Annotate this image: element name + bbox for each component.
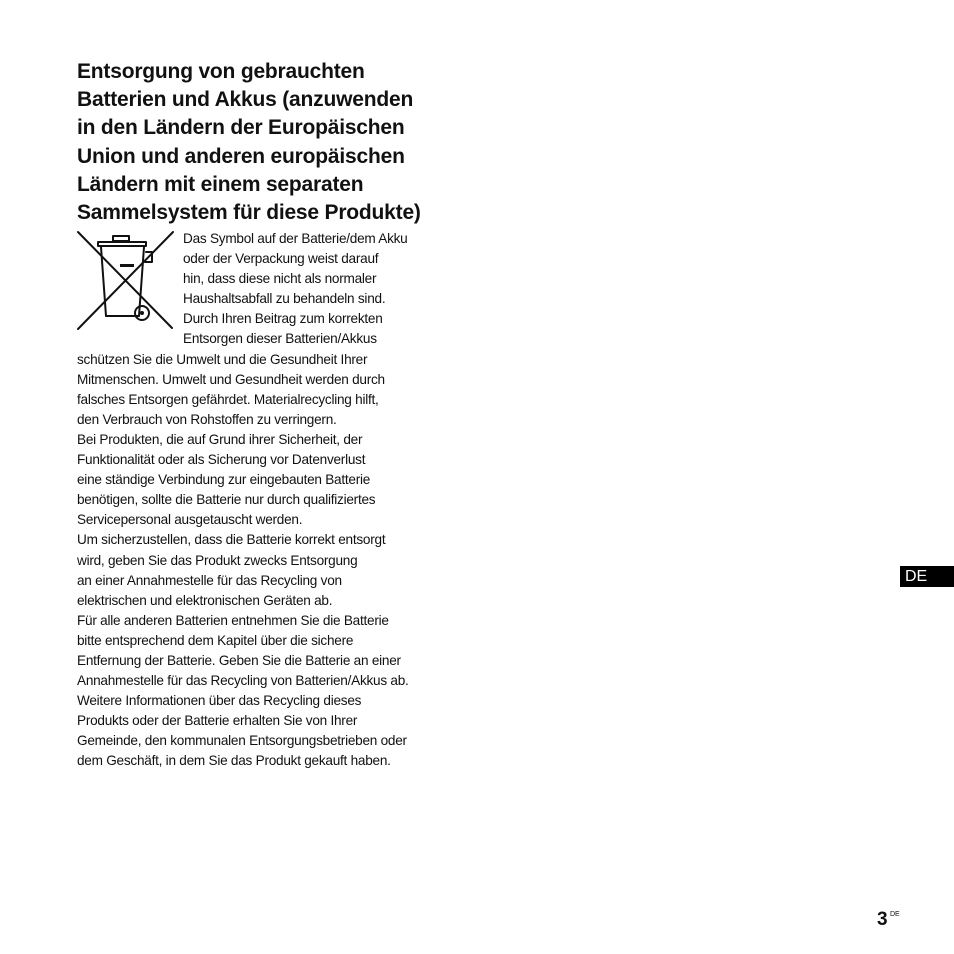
body-line: Entsorgen dieser Batterien/Akkus	[183, 331, 377, 347]
body-line: bitte entsprechend dem Kapitel über die sichere	[77, 632, 354, 648]
body-line: Entfernung der Batterie. Geben Sie die Batterie an einer	[77, 652, 401, 668]
heading-line: Entsorgung von gebrauchten	[77, 60, 365, 83]
body-line: wird, geben Sie das Produkt zwecks Entsorgung	[77, 552, 358, 568]
body-line: Um sicherzustellen, dass die Batterie korrekt entsorgt	[77, 532, 386, 548]
heading-line: Sammelsystem für diese Produkte)	[77, 201, 421, 225]
heading-line: Ländern mit einem separaten	[77, 172, 364, 196]
body-line: elektrischen und elektronischen Geräten ab.	[77, 592, 333, 608]
body-line: Produkts oder der Batterie erhalten Sie von Ihrer	[77, 713, 358, 729]
body-line: Funktionalität oder als Sicherung vor Datenverlust	[77, 452, 366, 468]
body-line: Für alle anderen Batterien entnehmen Sie die Batterie	[77, 612, 389, 628]
page-number: 3	[877, 909, 888, 930]
body-line: eine ständige Verbindung zur eingebauten Batterie	[77, 472, 371, 488]
body-line: den Verbrauch von Rohstoffen zu verringern.	[77, 411, 337, 427]
body-line: hin, dass diese nicht als normaler	[183, 271, 377, 287]
section-heading	[77, 58, 477, 227]
body-line: Annahmestelle für das Recycling von Batterien/Akkus ab.	[77, 673, 409, 689]
body-line: an einer Annahmestelle für das Recycling von	[77, 572, 342, 588]
body-line: Mitmenschen. Umwelt und Gesundheit werden durch	[77, 371, 385, 387]
body-line: Haushaltsabfall zu behandeln sind.	[183, 291, 386, 307]
body-line: dem Geschäft, in dem Sie das Produkt gekauft haben.	[77, 753, 391, 769]
body-text	[77, 229, 467, 772]
body-line: benötigen, sollte die Batterie nur durch qualifiziertes	[77, 492, 376, 508]
body-line: Weitere Informationen über das Recycling dieses	[77, 693, 362, 709]
body-line: oder der Verpackung weist darauf	[183, 251, 379, 267]
heading-line: Batterien und Akkus (anzuwenden	[77, 88, 414, 112]
body-line: schützen Sie die Umwelt und die Gesundheit Ihrer	[77, 351, 368, 367]
body-line: Durch Ihren Beitrag zum korrekten	[183, 311, 383, 327]
language-tab: DE	[900, 566, 954, 587]
body-line: Servicepersonal ausgetauscht werden.	[77, 512, 303, 528]
body-line: falsches Entsorgen gefährdet. Materialrecycling hilft,	[77, 391, 379, 407]
heading-line: Union und anderen europäischen	[77, 144, 405, 168]
body-line: Bei Produkten, die auf Grund ihrer Sicherheit, der	[77, 431, 363, 447]
page-number-suffix: DE	[890, 911, 900, 918]
body-line: Gemeinde, den kommunalen Entsorgungsbetrieben oder	[77, 733, 407, 749]
heading-line: in den Ländern der Europäischen	[77, 116, 405, 140]
body-line: Das Symbol auf der Batterie/dem Akku	[183, 231, 408, 246]
